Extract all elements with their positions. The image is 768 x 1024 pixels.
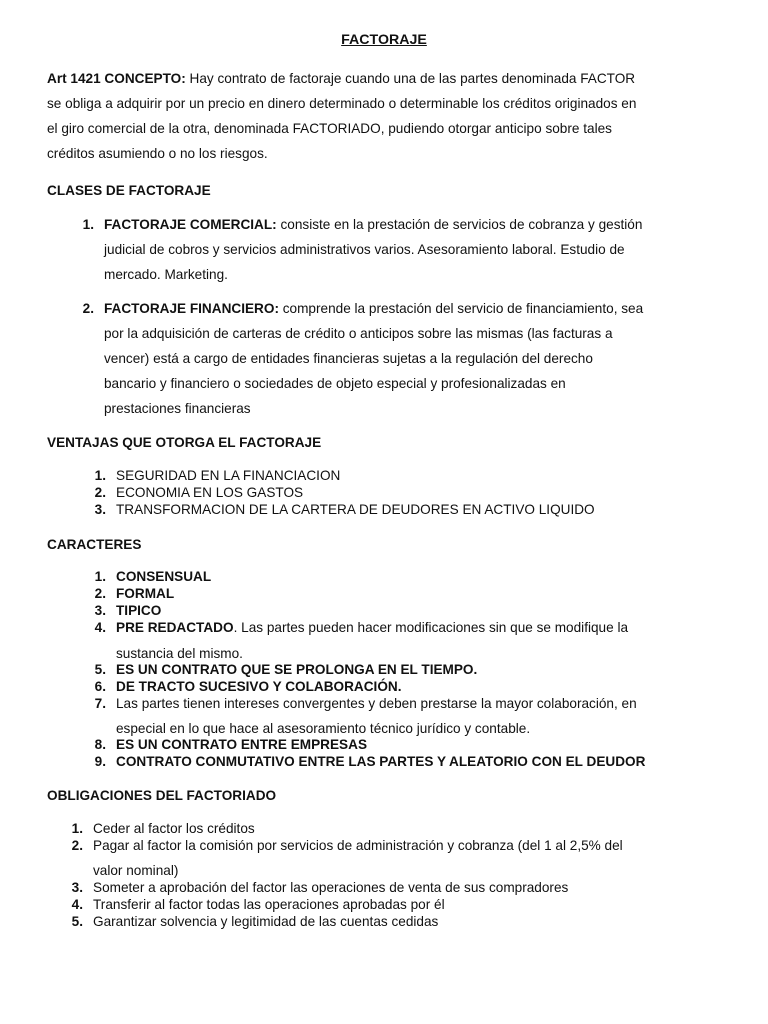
ventajas-item-2: 2. ECONOMIA EN LOS GASTOS [94, 485, 304, 500]
caracteres-item-4-cont: sustancia del mismo. [116, 646, 243, 661]
obligaciones-item-2-cont: valor nominal) [93, 863, 179, 878]
heading-clases: CLASES DE FACTORAJE [47, 183, 211, 198]
obligaciones-item-4: 4. Transferir al factor todas las operaciones aprobadas por él [71, 897, 445, 912]
clases-item-1: 1. FACTORAJE COMERCIAL: consiste en la prestación de servicios de cobranza y gestión [82, 217, 643, 232]
caracteres-item-8: 8. ES UN CONTRATO ENTRE EMPRESAS [94, 737, 368, 752]
obligaciones-item-5: 5. Garantizar solvencia y legitimidad de las cuentas cedidas [71, 914, 439, 929]
caracteres-item-5: 5. ES UN CONTRATO QUE SE PROLONGA EN EL TIEMPO. [94, 662, 478, 677]
intro-line-2: se obliga a adquirir por un precio en dinero determinado o determinable los créditos originados en [47, 96, 637, 111]
caracteres-item-7: 7. Las partes tienen intereses convergentes y deben prestarse la mayor colaboración, en [94, 696, 637, 711]
clases-item-2: 2. FACTORAJE FINANCIERO: comprende la prestación del servicio de financiamiento, sea [82, 301, 644, 316]
heading-caracteres: CARACTERES [47, 537, 142, 552]
heading-obligaciones: OBLIGACIONES DEL FACTORIADO [47, 788, 277, 803]
caracteres-item-4: 4. PRE REDACTADO. Las partes pueden hacer modificaciones sin que se modifique la [94, 620, 629, 635]
heading-ventajas: VENTAJAS QUE OTORGA EL FACTORAJE [47, 435, 322, 450]
clases-item-2-line-4: bancario y financiero o sociedades de objeto especial y profesionalizadas en [104, 376, 566, 391]
ventajas-item-1: 1. SEGURIDAD EN LA FINANCIACION [94, 468, 341, 483]
clases-item-1-line-2: judicial de cobros y servicios administrativos varios. Asesoramiento laboral. Estudio de [104, 242, 625, 257]
caracteres-item-6: 6. DE TRACTO SUCESIVO Y COLABORACIÓN. [94, 679, 402, 694]
clases-item-2-line-3: vencer) está a cargo de entidades financieras sujetas a la regulación del derecho [104, 351, 593, 366]
obligaciones-item-2: 2. Pagar al factor la comisión por servicios de administración y cobranza (del 1 al 2,5% del [71, 838, 623, 853]
obligaciones-item-3: 3. Someter a aprobación del factor las operaciones de venta de sus compradores [71, 880, 569, 895]
caracteres-item-1: 1. CONSENSUAL [94, 569, 212, 584]
clases-item-2-line-5: prestaciones financieras [104, 401, 251, 416]
caracteres-item-2: 2. FORMAL [94, 586, 175, 601]
intro-label: Art 1421 CONCEPTO: [47, 71, 186, 86]
clases-item-1-line-3: mercado. Marketing. [104, 267, 228, 282]
caracteres-item-7-cont: especial en lo que hace al asesoramiento técnico jurídico y contable. [116, 721, 531, 736]
page-title: FACTORAJE [341, 32, 427, 48]
intro-line-1: Art 1421 CONCEPTO: Hay contrato de factoraje cuando una de las partes denominada FACTOR [47, 71, 636, 86]
clases-item-2-line-2: por la adquisición de carteras de crédito o anticipos sobre las mismas (las facturas a [104, 326, 613, 341]
intro-line-4: créditos asumiendo o no los riesgos. [47, 146, 268, 161]
intro-line-3: el giro comercial de la otra, denominada FACTORIADO, pudiendo otorgar anticipo sobre tales [47, 121, 612, 136]
caracteres-item-3: 3. TIPICO [94, 603, 162, 618]
ventajas-item-3: 3. TRANSFORMACION DE LA CARTERA DE DEUDORES EN ACTIVO LIQUIDO [94, 502, 595, 517]
obligaciones-item-1: 1. Ceder al factor los créditos [71, 821, 255, 836]
caracteres-item-9: 9. CONTRATO CONMUTATIVO ENTRE LAS PARTES Y ALEATORIO CON EL DEUDOR [94, 754, 646, 769]
